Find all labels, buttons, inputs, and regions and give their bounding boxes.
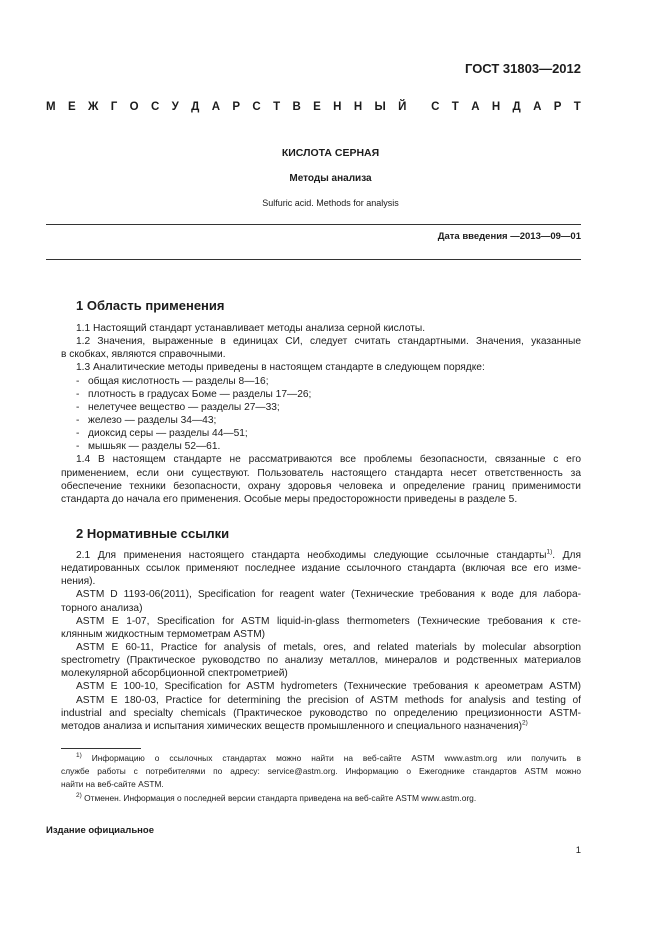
list-item: - диоксид серы — разделы 44—51; <box>61 427 581 440</box>
reference-line: клянным жидкостным термометрам ASTM) <box>61 628 266 640</box>
banner-letter: О <box>129 101 139 113</box>
banner-letter: Р <box>553 101 562 113</box>
reference-line: ASTM D 1193-06(2011), Specification for reagent water (Технические требования к воде для лабора- <box>76 589 581 601</box>
document-title-english: Sulfuric acid. Methods for analysis <box>262 198 399 208</box>
footnote-separator <box>61 748 141 749</box>
banner-letter: Н <box>333 101 342 113</box>
banner-letter: Й <box>398 101 407 113</box>
official-edition-label: Издание официальное <box>46 825 154 836</box>
reference-line: торного анализа) <box>61 602 143 614</box>
banner-letter: Ы <box>374 101 386 113</box>
paragraph-line: обеспечение техники безопасности, охрану здоровья человека и определение границ применимости <box>61 480 581 492</box>
document-title: КИСЛОТА СЕРНАЯ <box>281 147 380 159</box>
reference-line: ASTM E 1-07, Specification for ASTM liquid-in-glass thermometers (Технические требования к сте- <box>76 615 581 627</box>
banner-letter: Т <box>573 101 581 113</box>
banner-letter: С <box>150 101 160 113</box>
document-subtitle: Методы анализа <box>289 173 372 184</box>
paragraph-line: в скобках, являются справочными. <box>61 349 226 361</box>
list-item: - нелетучее вещество — разделы 27—33; <box>61 401 581 414</box>
reference-line: spectrometry (Практическое руководство по анализу металлов, минералов и родственных материалов <box>61 655 581 667</box>
paragraph-line: недатированных ссылок применяют последнее издание ссылочного стандарта (включая все его изме- <box>61 563 581 575</box>
reference-line: ASTM E 100-10, Specification for ASTM hydrometers (Технические требования к ареометрам ASTM) <box>76 681 581 693</box>
banner-letter: С <box>431 101 440 113</box>
banner-letter: Т <box>451 101 459 113</box>
banner-letter: Т <box>273 101 281 113</box>
banner-letter: Д <box>512 101 521 113</box>
section-scope-body <box>61 322 581 506</box>
list-item: - мышьяк — разделы 52—61. <box>61 440 581 453</box>
standard-number: ГОСТ 31803—2012 <box>465 61 581 76</box>
footnote-2: $^{2)}$ Отменен. Информация о последней версии стандарта приведена на веб-сайте ASTM www.astm.org. <box>76 792 477 803</box>
paragraph-line: применением, если они существуют. Пользователь настоящего стандарта несет ответственность за <box>61 467 581 479</box>
paragraph-line: 1.4 В настоящем стандарте не рассматриваются все проблемы безопасности, связанные с его <box>76 454 581 466</box>
reference-line: методов анализа и испытания химических веществ промышленного и специального назначения)$^{2)}$ <box>61 719 528 732</box>
banner-letter: Н <box>491 101 501 113</box>
reference-line: ASTM E 180-03, Practice for determining the precision of ASTM methods for analysis and testing of <box>76 694 581 706</box>
list-item: - железо — разделы 34—43; <box>61 414 581 427</box>
footnote-ref-2[interactable]: 2) <box>521 719 528 727</box>
banner-letter: М <box>46 101 56 113</box>
paragraph-line: стандарта до начала его применения. Особые меры предосторожности приведены в разделе 5. <box>61 493 518 505</box>
banner-letter: Г <box>110 101 118 113</box>
reference-line: ASTM E 60-11, Practice for analysis of metals, ores, and related materials by molecular absorption <box>76 641 581 653</box>
paragraph-line: 1.3 Аналитические методы приведены в настоящем стандарте в следующем порядке: <box>76 362 485 374</box>
banner-letter: С <box>252 101 261 113</box>
paragraph-line: 1.1 Настоящий стандарт устанавливает методы анализа серной кислоты. <box>76 323 426 334</box>
footnote-1-mark: 1) <box>76 752 82 760</box>
banner-letter: У <box>171 101 179 113</box>
section-heading-normative-references: 2 Нормативные ссылки <box>76 526 230 541</box>
banner-letter: А <box>533 101 542 113</box>
list-item: - общая кислотность — разделы 8—16; <box>61 375 581 388</box>
divider-top <box>46 224 581 225</box>
reference-line: молекулярной абсорбционной спектрометрией) <box>61 668 288 680</box>
footnote-ref-1[interactable]: 1) <box>546 549 553 556</box>
paragraph-line: 2.1 Для применения настоящего стандарта необходимы следующие ссылочные стандарты$^{1)}$. Для <box>76 549 581 561</box>
banner-letter: Ж <box>87 101 99 113</box>
reference-line: industrial and specialty chemicals (Практическое руководство по определению прецизионности ASTM- <box>61 707 581 719</box>
page-number: 1 <box>575 845 581 856</box>
banner-letter: Н <box>353 101 363 113</box>
section-heading-scope: 1 Область применения <box>76 298 225 313</box>
banner-letter: Е <box>67 101 76 113</box>
banner-letter: А <box>471 101 480 113</box>
paragraph-line: нения). <box>61 576 96 588</box>
list-item: - плотность в градусах Боме — разделы 17—26; <box>61 388 581 401</box>
footnote-1: $^{1)}$ Информацию о ссылочных стандартах можно найти на веб-сайте ASTM www.astm.org или получить в службе работы с потребителями по адресу: service@astm.org. Информацию о Ежегоднике стандартов ASTM можно найти на веб-сайте ASTM. <box>61 752 581 790</box>
interstate-standard-banner <box>46 101 581 113</box>
introduction-date: Дата введения —2013—09—01 <box>437 231 581 242</box>
divider-bottom <box>46 259 581 260</box>
footnote-2-mark: 2) <box>76 792 82 800</box>
paragraph-line: 1.2 Значения, выраженные в единицах СИ, следует считать стандартными. Значения, указанные <box>76 336 581 348</box>
banner-letter: А <box>211 101 221 113</box>
banner-letter: В <box>292 101 301 113</box>
section-references-body <box>61 549 581 733</box>
banner-letter: Е <box>313 101 321 113</box>
banner-letter: Р <box>232 101 241 113</box>
banner-letter: Д <box>191 101 200 113</box>
